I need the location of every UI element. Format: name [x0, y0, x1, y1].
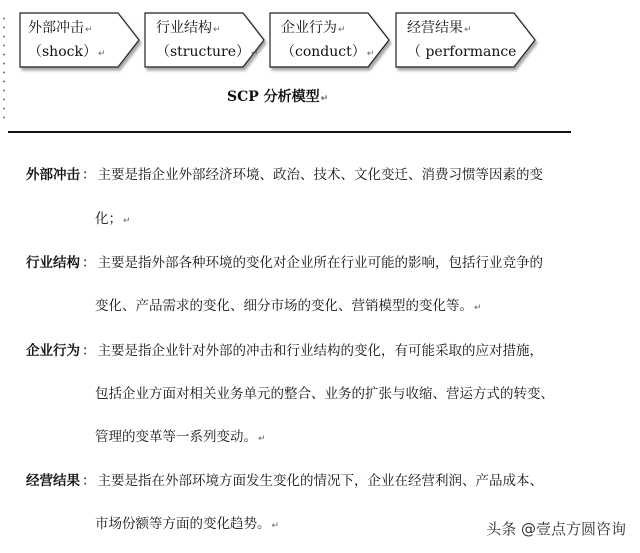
paragraph-mark: ↵	[464, 25, 472, 35]
caption-text: SCP 分析模型	[227, 89, 320, 105]
diagram-caption	[227, 86, 328, 106]
paragraph-mark: ↵	[474, 303, 482, 313]
step-label-conduct-en	[281, 42, 374, 64]
entry-text: 市场份额等方面的变化趋势。	[95, 516, 271, 532]
step-label-performance-cn	[407, 18, 472, 40]
paragraph-mark: ↵	[338, 25, 346, 35]
entry-text: 管理的变革等一系列变动。	[95, 429, 257, 445]
step-en-text: （conduct）	[281, 44, 366, 60]
step-cn-text: 外部冲击	[28, 20, 84, 36]
paragraph-mark: ↵	[123, 216, 131, 226]
step-cn-text: 行业结构	[156, 20, 212, 36]
entry-text: 包括企业方面对相关业务单元的整合、业务的扩张与收缩、营运方式的转变、	[95, 386, 554, 402]
paragraph-mark: ↵	[258, 434, 266, 444]
entry-shock-line-2	[95, 209, 131, 231]
entry-term: 企业行为	[26, 343, 80, 359]
step-label-conduct-cn	[281, 18, 346, 40]
entry-performance-line-1	[26, 471, 543, 491]
paragraph-mark: ↵	[213, 25, 221, 35]
entry-text: 主要是指企业针对外部的冲击和行业结构的变化，有可能采取的应对措施，	[97, 343, 543, 359]
step-label-structure-en	[156, 42, 259, 64]
section-divider	[8, 131, 571, 133]
step-label-structure-cn	[156, 18, 221, 40]
step-cn-text: 企业行为	[281, 20, 337, 36]
entry-performance-line-2	[95, 514, 279, 536]
entry-structure-line-1	[26, 253, 543, 273]
paragraph-mark: ↵	[366, 49, 375, 59]
entry-text: 主要是指企业外部经济环境、政治、技术、文化变迁、消费习惯等因素的变	[97, 167, 543, 183]
paragraph-mark: ↵	[97, 49, 106, 59]
entry-separator: ：	[82, 255, 96, 271]
paragraph-mark: ↵	[320, 94, 329, 104]
entry-conduct-line-1	[26, 341, 543, 361]
entry-conduct-line-3	[95, 427, 266, 449]
step-label-shock-cn	[28, 18, 93, 40]
entry-term: 行业结构	[26, 255, 80, 271]
step-en-text: （shock）	[28, 44, 97, 60]
step-en-text: （structure）	[156, 44, 250, 60]
entry-separator: ：	[82, 473, 96, 489]
entry-term: 经营结果	[26, 473, 80, 489]
entry-shock-line-1	[26, 165, 543, 185]
entry-separator: ：	[82, 167, 96, 183]
step-cn-text: 经营结果	[407, 20, 463, 36]
paragraph-mark: ↵	[271, 521, 280, 531]
step-en-text: （ performance	[407, 44, 517, 60]
entry-conduct-line-2	[95, 384, 554, 404]
entry-term: 外部冲击	[26, 167, 80, 183]
scp-flow-diagram	[0, 0, 640, 80]
entry-structure-line-2	[95, 296, 482, 318]
step-label-shock-en	[28, 42, 106, 64]
entry-text: 主要是指外部各种环境的变化对企业所在行业可能的影响，包括行业竞争的	[97, 255, 543, 271]
paragraph-mark: ↵	[250, 49, 259, 59]
entry-text: 主要是指在外部环境方面发生变化的情况下，企业在经营利润、产品成本、	[97, 473, 543, 489]
entry-text: 化；	[95, 211, 122, 227]
paragraph-mark: ↵	[85, 25, 93, 35]
entry-text: 变化、产品需求的变化、细分市场的变化、营销模型的变化等。	[95, 298, 473, 314]
step-label-performance-en	[407, 42, 516, 62]
watermark: 头条 @壹点方圆咨询	[486, 520, 626, 538]
entry-separator: ：	[82, 343, 96, 359]
